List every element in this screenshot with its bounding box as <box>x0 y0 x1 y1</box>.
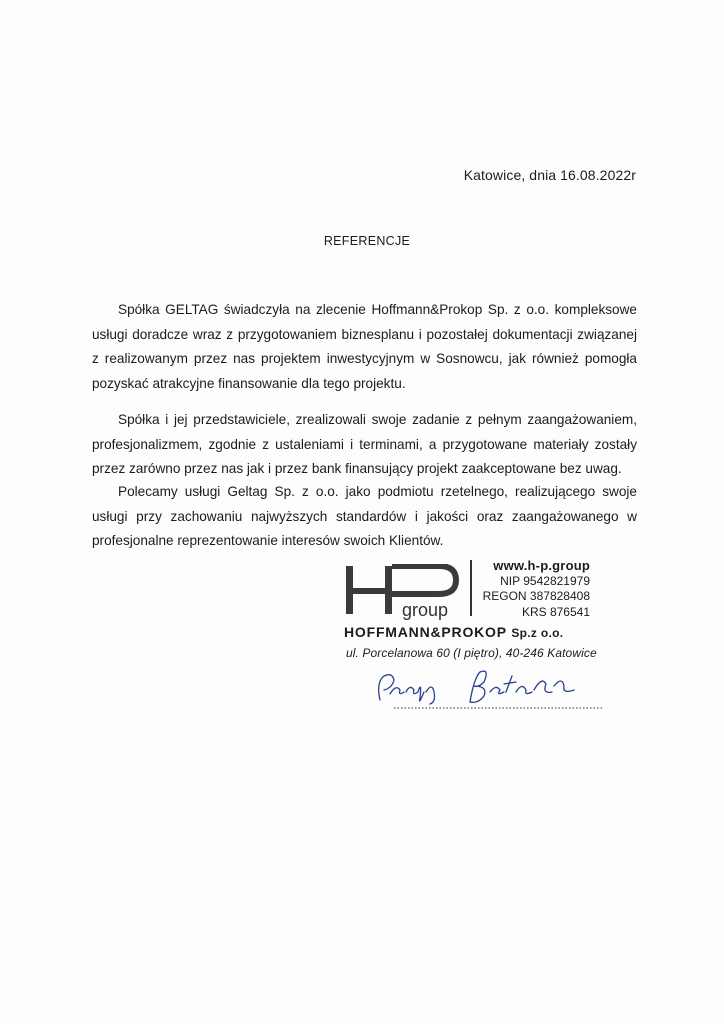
logo-text: group <box>402 600 449 620</box>
regon-number: REGON 387828408 <box>482 589 590 603</box>
paragraph-1: Spółka GELTAG świadczyła na zlecenie Hoffmann&Prokop Sp. z o.o. kompleksowe usługi doradcze wraz z przygotowaniem biznesplanu i pozostałej dokumentacji związanej z realizowanym przez nas projektem inwestycyjnym w Sosnowcu, jak również pomogła pozyskać atrakcyjne finansowanie dla tego projektu. <box>92 302 637 391</box>
paragraph-2: Spółka i jej przedstawiciele, zrealizowali swoje zadanie z pełnym zaangażowaniem, profesjonalizmem, zgodnie z ustaleniami i terminami, a przygotowane materiały zostały przez zarówno przez nas jak i przez bank finansujący projekt zaakceptowane bez uwag. <box>92 412 637 476</box>
company-stamp <box>338 558 608 728</box>
krs-number: KRS 876541 <box>521 604 590 619</box>
hp-group-logo <box>344 564 466 622</box>
paragraph-3: Polecamy usługi Geltag Sp. z o.o. jako podmiotu rzetelnego, realizującego swoje usługi przy zachowaniu najwyższych standardów i jakości oraz zaangażowanego w profesjonalne reprezentowanie interesów swoich Klientów. <box>92 484 637 548</box>
document-title: REFERENCJE <box>323 234 411 248</box>
company-name-suffix: Sp.z o.o. <box>511 626 564 640</box>
date-line: Katowice, dnia 16.08.2022r <box>463 167 636 183</box>
stamp-registry-info <box>478 558 590 620</box>
company-name-main: HOFFMANN&PROKOP <box>344 624 507 640</box>
stamp-divider <box>470 560 472 616</box>
handwritten-signature <box>366 662 606 712</box>
nip-number: NIP 9542821979 <box>500 573 590 588</box>
website: www.h-p.group <box>493 558 590 573</box>
company-name <box>344 624 563 640</box>
company-address: ul. Porcelanowa 60 (I piętro), 40-246 Katowice <box>346 646 597 660</box>
